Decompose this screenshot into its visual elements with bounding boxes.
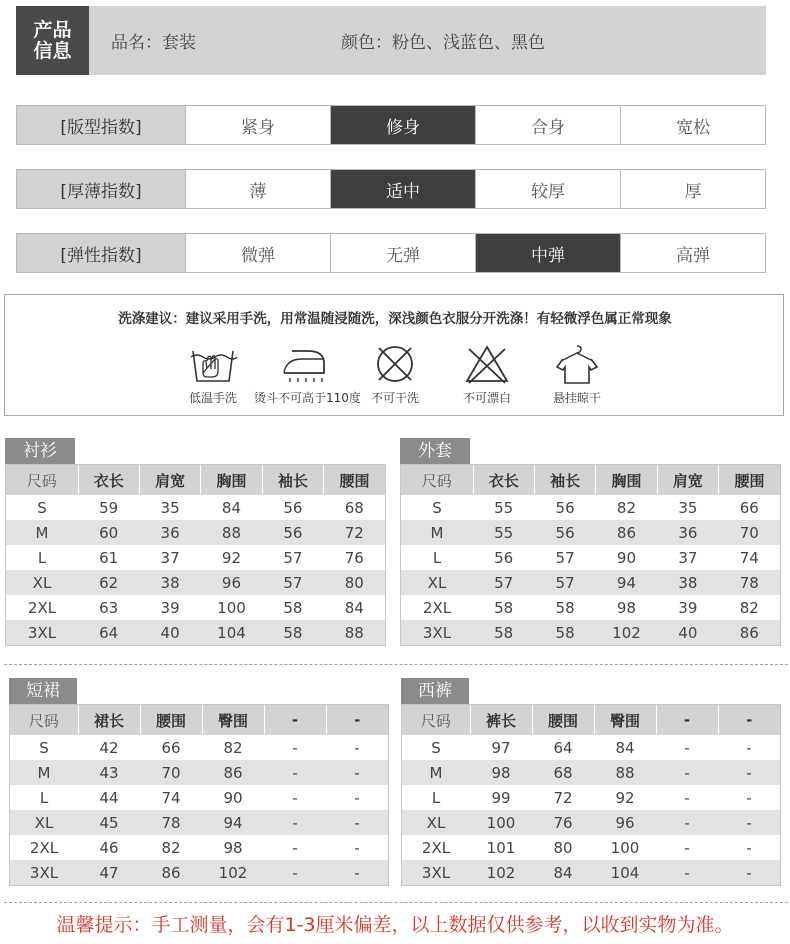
badge-line-2: 信息 — [33, 40, 72, 62]
coat-size-table — [400, 464, 781, 646]
table-row — [401, 520, 780, 545]
table-cell: 60 — [78, 520, 139, 545]
fit-option-selected: 修身 — [331, 106, 476, 144]
table-cell: 58 — [473, 620, 534, 645]
table-cell: 76 — [344, 548, 364, 567]
table-row — [402, 785, 780, 810]
table-cell: 88 — [594, 760, 656, 785]
table-cell: 84 — [615, 738, 635, 757]
thickness-option: 厚 — [621, 170, 765, 208]
table-cell: 100 — [217, 598, 246, 617]
no-dry-clean-icon — [369, 343, 421, 385]
table-cell: 66 — [739, 498, 759, 517]
table-row — [6, 545, 385, 570]
table-cell: 56 — [534, 520, 595, 545]
care-label: 烫斗不可高于110度 — [254, 391, 361, 405]
table-cell: 58 — [534, 620, 595, 645]
size-cell: S — [39, 738, 49, 757]
table-header-row — [10, 705, 388, 735]
table-cell: 78 — [140, 810, 202, 835]
table-cell: 101 — [486, 838, 516, 857]
table-cell: 55 — [494, 498, 514, 517]
table-cell: - — [684, 738, 690, 757]
header-cell: 腰围 — [532, 705, 594, 735]
table-header-row — [6, 465, 385, 495]
size-cell: S — [432, 498, 442, 517]
table-cell: 46 — [99, 838, 119, 857]
table-cell: 72 — [324, 520, 385, 545]
elasticity-index-label: [弹性指数] — [17, 234, 186, 272]
table-cell: 86 — [719, 620, 780, 645]
table-row — [402, 835, 780, 860]
table-cell: - — [354, 788, 360, 807]
table-row — [6, 595, 385, 620]
table-cell: - — [684, 838, 690, 857]
care-instructions-box — [4, 294, 784, 416]
table-cell: 82 — [161, 838, 181, 857]
table-cell: - — [292, 788, 298, 807]
skirt-size-table — [9, 704, 389, 886]
table-cell: 39 — [160, 598, 180, 617]
table-cell: 94 — [596, 570, 657, 595]
size-cell: XL — [402, 810, 470, 835]
table-cell: 74 — [161, 788, 181, 807]
header-cell: - — [718, 705, 780, 735]
table-cell: 92 — [221, 548, 242, 567]
table-cell: 70 — [719, 520, 780, 545]
table-cell: 98 — [223, 838, 243, 857]
table-cell: 92 — [615, 788, 635, 807]
table-cell: - — [326, 810, 388, 835]
table-cell: - — [656, 810, 718, 835]
table-row — [401, 495, 780, 520]
header-cell: - — [264, 705, 326, 735]
table-cell: 102 — [596, 620, 657, 645]
size-cell: M — [10, 760, 78, 785]
table-row — [10, 760, 388, 785]
size-cell: XL — [401, 570, 473, 595]
header-cell: 裙长 — [78, 705, 140, 735]
size-cell: L — [37, 548, 47, 567]
table-cell: 40 — [139, 620, 200, 645]
care-item-iron — [254, 343, 361, 406]
header-cell: 肩宽 — [139, 465, 200, 495]
size-cell: M — [402, 760, 470, 785]
table-row — [10, 835, 388, 860]
header-cell: 尺码 — [10, 705, 78, 735]
no-bleach-icon — [461, 343, 513, 385]
product-color: 颜色：粉色、浅蓝色、黑色 — [341, 33, 545, 53]
thickness-option: 薄 — [186, 170, 331, 208]
table-cell: 88 — [201, 520, 262, 545]
size-cell: L — [39, 788, 49, 807]
iron-icon — [278, 343, 330, 385]
care-item-no-bleach — [437, 343, 537, 406]
care-label: 低温手洗 — [188, 391, 237, 405]
table-cell: 47 — [78, 860, 140, 885]
table-cell: 40 — [657, 620, 718, 645]
table-cell: 57 — [534, 570, 595, 595]
header-cell: 衣长 — [473, 465, 534, 495]
header-cell: 衣长 — [78, 465, 139, 495]
table-cell: 88 — [324, 620, 385, 645]
header-cell: 尺码 — [402, 705, 470, 735]
table-cell: 37 — [160, 548, 180, 567]
table-row — [10, 785, 388, 810]
table-row — [10, 860, 388, 885]
table-cell: 86 — [596, 520, 657, 545]
pants-size-table — [401, 704, 781, 886]
size-cell: S — [37, 498, 47, 517]
header-cell: 腰围 — [719, 465, 780, 495]
section-divider — [4, 664, 788, 665]
table-header-row — [401, 465, 780, 495]
pants-table-title: 西裤 — [401, 678, 469, 704]
table-cell: 35 — [678, 498, 698, 517]
table-cell: 62 — [78, 570, 139, 595]
table-cell: 76 — [532, 810, 594, 835]
table-cell: 104 — [201, 620, 262, 645]
fit-index-row — [16, 105, 766, 145]
table-row — [401, 570, 780, 595]
table-cell: 82 — [739, 598, 759, 617]
table-cell: - — [718, 760, 780, 785]
header-cell: 裤长 — [470, 705, 532, 735]
table-row — [402, 860, 780, 885]
table-cell: 44 — [99, 788, 119, 807]
header-cell: 尺码 — [6, 465, 78, 495]
table-cell: 56 — [494, 548, 514, 567]
care-item-no-dry-clean — [345, 343, 445, 406]
table-row — [6, 520, 385, 545]
table-cell: - — [326, 760, 388, 785]
size-cell: S — [431, 738, 441, 757]
size-cell: XL — [10, 810, 78, 835]
table-cell: - — [718, 860, 780, 885]
table-cell: - — [354, 838, 360, 857]
table-cell: 102 — [202, 860, 264, 885]
table-header-row — [402, 705, 780, 735]
elasticity-option: 高弹 — [621, 234, 765, 272]
product-name: 品名：套装 — [111, 33, 196, 53]
header-cell: - — [656, 705, 718, 735]
table-cell: 100 — [470, 810, 532, 835]
size-cell: L — [432, 548, 442, 567]
table-cell: 58 — [555, 598, 575, 617]
care-item-hand-wash — [163, 343, 263, 406]
table-row — [401, 620, 780, 645]
table-cell: 39 — [678, 598, 698, 617]
table-cell: 74 — [739, 548, 759, 567]
table-cell: 55 — [473, 520, 534, 545]
table-cell: 80 — [553, 838, 573, 857]
table-cell: 36 — [657, 520, 718, 545]
shirt-size-table — [5, 464, 386, 646]
fit-index-label: [版型指数] — [17, 106, 186, 144]
table-cell: - — [718, 810, 780, 835]
header-cell: 尺码 — [401, 465, 473, 495]
table-cell: 58 — [494, 598, 514, 617]
table-cell: 82 — [616, 498, 637, 517]
size-cell: 2XL — [422, 598, 452, 617]
table-cell: 98 — [616, 598, 637, 617]
fit-option: 宽松 — [621, 106, 765, 144]
table-cell: 90 — [223, 788, 243, 807]
table-cell: 80 — [324, 570, 385, 595]
thickness-option: 较厚 — [476, 170, 621, 208]
shirt-table-title: 衬衫 — [5, 438, 75, 464]
hand-wash-icon — [187, 343, 239, 385]
header-cell: 臀围 — [202, 705, 264, 735]
table-cell: 45 — [78, 810, 140, 835]
table-cell: - — [746, 838, 752, 857]
fit-option: 紧身 — [186, 106, 331, 144]
size-cell: 3XL — [10, 860, 78, 885]
header-cell: 胸围 — [596, 465, 657, 495]
table-cell: 37 — [678, 548, 698, 567]
table-cell: 38 — [139, 570, 200, 595]
table-cell: - — [354, 738, 360, 757]
table-cell: 38 — [657, 570, 718, 595]
table-cell: - — [656, 860, 718, 885]
care-label: 悬挂晾干 — [552, 391, 601, 405]
table-cell: - — [292, 838, 298, 857]
fit-option: 合身 — [476, 106, 621, 144]
thickness-index-row — [16, 169, 766, 209]
table-cell: 56 — [262, 520, 323, 545]
table-cell: 100 — [610, 838, 640, 857]
table-cell: 66 — [161, 738, 181, 757]
size-cell: M — [6, 520, 78, 545]
badge-line-1: 产品 — [33, 19, 72, 41]
elasticity-option: 无弹 — [331, 234, 476, 272]
table-cell: 63 — [99, 598, 119, 617]
table-cell: 94 — [202, 810, 264, 835]
footer-divider — [4, 902, 788, 903]
table-cell: - — [264, 760, 326, 785]
table-cell: 98 — [470, 760, 532, 785]
table-cell: - — [684, 788, 690, 807]
table-cell: 57 — [283, 548, 303, 567]
table-cell: 64 — [553, 738, 573, 757]
thickness-option-selected: 适中 — [331, 170, 476, 208]
table-cell: - — [746, 788, 752, 807]
size-cell: M — [401, 520, 473, 545]
table-cell: 36 — [139, 520, 200, 545]
table-cell: 56 — [555, 498, 575, 517]
size-cell: L — [431, 788, 441, 807]
skirt-table-title: 短裙 — [9, 678, 77, 704]
table-cell: 64 — [78, 620, 139, 645]
table-cell: 68 — [344, 498, 364, 517]
table-row — [6, 495, 385, 520]
table-cell: - — [326, 860, 388, 885]
measurement-tip: 温馨提示：手工测量，会有1-3厘米偏差，以上数据仅供参考，以收到实物为准。 — [56, 914, 734, 936]
coat-table-title: 外套 — [400, 438, 470, 464]
table-cell: 72 — [553, 788, 573, 807]
table-cell: 84 — [532, 860, 594, 885]
size-cell: 2XL — [421, 838, 451, 857]
product-info-badge — [16, 6, 89, 75]
table-row — [401, 595, 780, 620]
header-cell: 袖长 — [262, 465, 323, 495]
header-cell: 袖长 — [534, 465, 595, 495]
size-cell: 2XL — [27, 598, 57, 617]
table-cell: 84 — [221, 498, 242, 517]
care-title: 洗涤建议：建议采用手洗，用常温随浸随洗，深浅颜色衣服分开洗涤！有轻微浮色属正常现象 — [118, 311, 672, 327]
table-cell: 57 — [555, 548, 575, 567]
table-cell: 86 — [140, 860, 202, 885]
elasticity-option: 微弹 — [186, 234, 331, 272]
table-cell: 84 — [344, 598, 364, 617]
table-cell: 104 — [594, 860, 656, 885]
table-cell: - — [746, 738, 752, 757]
table-cell: 86 — [202, 760, 264, 785]
care-item-hang-dry — [527, 343, 627, 406]
table-cell: - — [264, 810, 326, 835]
table-cell: 58 — [283, 598, 303, 617]
header-cell: 腰围 — [140, 705, 202, 735]
table-cell: 96 — [201, 570, 262, 595]
header-cell: 胸围 — [201, 465, 262, 495]
table-row — [401, 545, 780, 570]
table-cell: 59 — [99, 498, 119, 517]
hang-dry-icon — [551, 343, 603, 385]
header-cell: 腰围 — [324, 465, 385, 495]
table-cell: 97 — [491, 738, 511, 757]
table-cell: 57 — [262, 570, 323, 595]
size-cell: 3XL — [402, 860, 470, 885]
table-row — [402, 810, 780, 835]
table-cell: - — [264, 860, 326, 885]
table-cell: 90 — [616, 548, 637, 567]
care-label: 不可漂白 — [462, 391, 511, 405]
table-cell: 61 — [99, 548, 119, 567]
elasticity-index-row — [16, 233, 766, 273]
table-cell: 42 — [99, 738, 119, 757]
table-cell: 99 — [491, 788, 511, 807]
table-cell: 35 — [160, 498, 180, 517]
table-cell: 96 — [594, 810, 656, 835]
elasticity-option-selected: 中弹 — [476, 234, 621, 272]
table-row — [10, 735, 388, 760]
table-row — [402, 760, 780, 785]
size-cell: 3XL — [6, 620, 78, 645]
table-row — [10, 810, 388, 835]
table-cell: 43 — [78, 760, 140, 785]
care-label: 不可干洗 — [370, 391, 419, 405]
table-cell: 70 — [140, 760, 202, 785]
table-row — [6, 570, 385, 595]
table-cell: 102 — [470, 860, 532, 885]
header-cell: - — [326, 705, 388, 735]
table-row — [402, 735, 780, 760]
table-cell: - — [292, 738, 298, 757]
table-cell: 57 — [473, 570, 534, 595]
table-cell: 68 — [532, 760, 594, 785]
table-cell: 78 — [719, 570, 780, 595]
size-cell: 2XL — [29, 838, 59, 857]
header-cell: 臀围 — [594, 705, 656, 735]
table-cell: 58 — [262, 620, 323, 645]
header-cell: 肩宽 — [657, 465, 718, 495]
thickness-index-label: [厚薄指数] — [17, 170, 186, 208]
table-cell: 56 — [283, 498, 303, 517]
size-cell: XL — [6, 570, 78, 595]
table-cell: 82 — [223, 738, 243, 757]
size-cell: 3XL — [401, 620, 473, 645]
table-row — [6, 620, 385, 645]
table-cell: - — [656, 760, 718, 785]
